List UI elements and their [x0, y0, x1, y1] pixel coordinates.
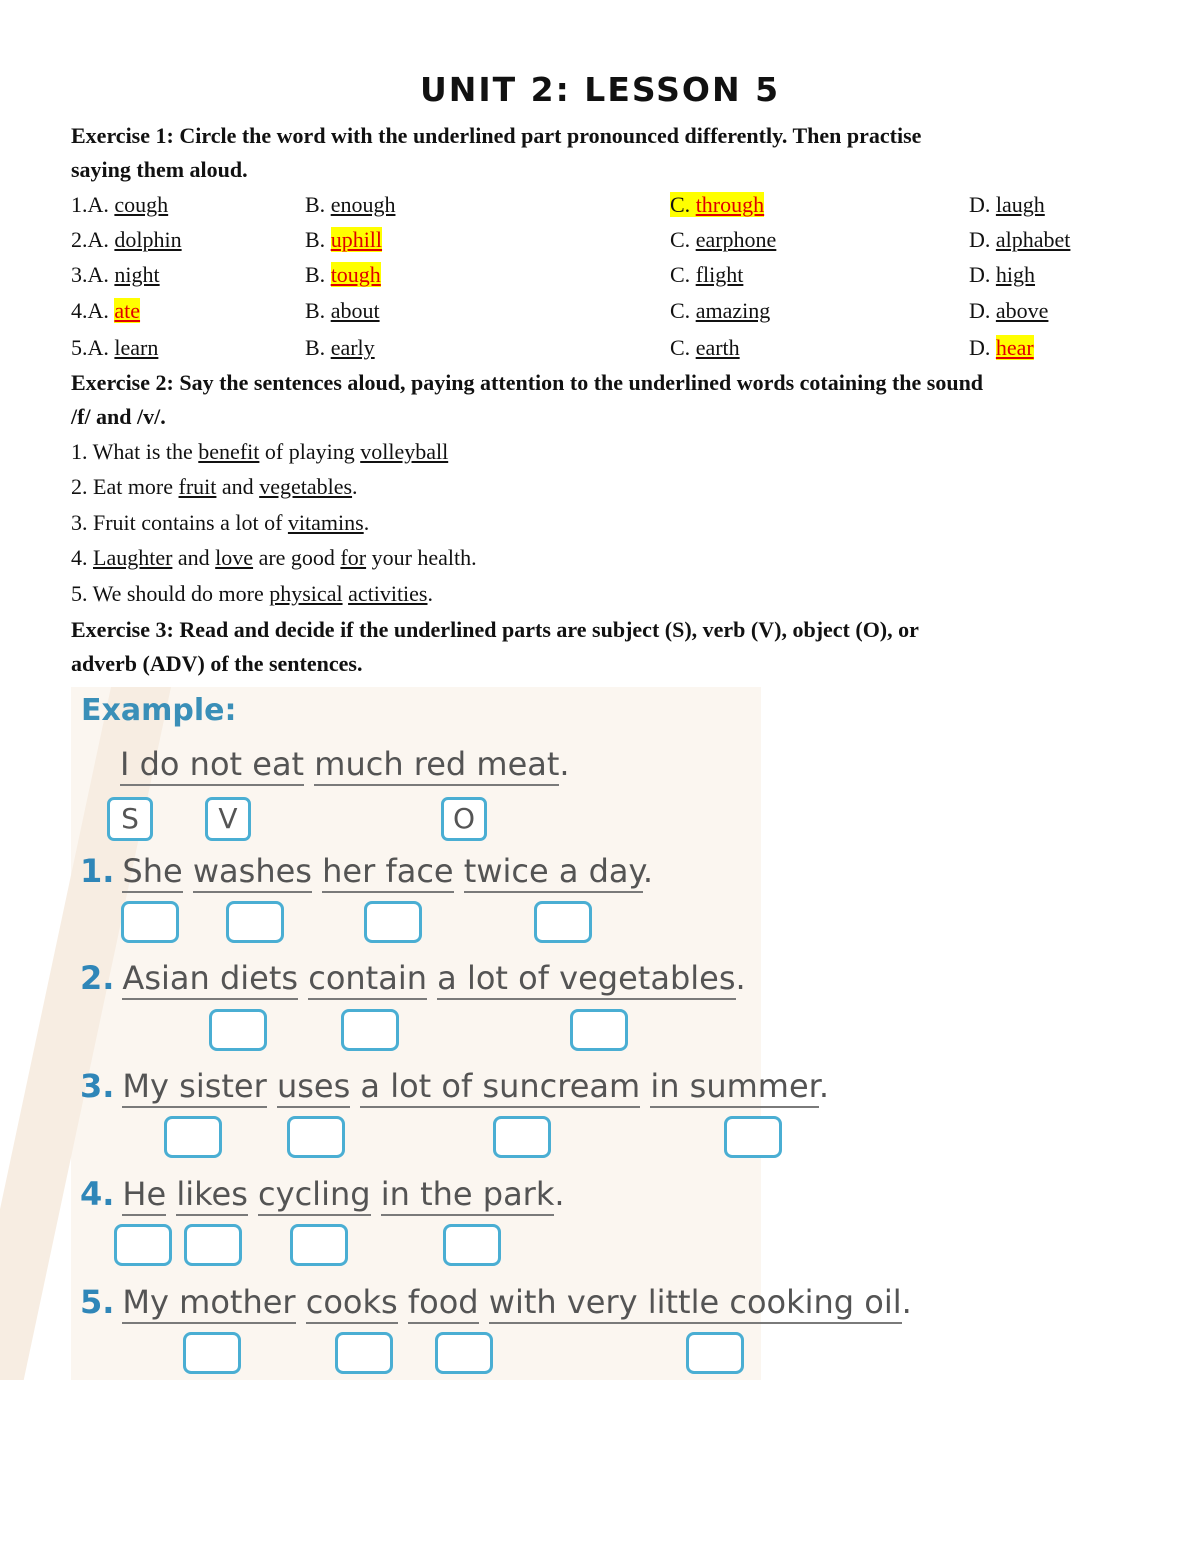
underlined-word: for	[340, 545, 367, 570]
answer-box[interactable]	[184, 1224, 242, 1266]
underlined-part: a lot of vegetables	[437, 959, 735, 1000]
answer-box[interactable]	[121, 901, 179, 943]
answer-box[interactable]	[534, 901, 592, 943]
answer-box[interactable]	[114, 1224, 172, 1266]
option-b[interactable]	[305, 331, 375, 365]
underlined-part: washes	[193, 852, 312, 893]
option-word: above	[995, 298, 1049, 323]
exercise2-heading	[71, 366, 1171, 434]
item-number: 5.	[80, 1283, 115, 1321]
sentence-text: your health.	[366, 545, 477, 570]
option-word: enough	[330, 192, 396, 217]
example-label: Example:	[81, 693, 237, 728]
sentence-text: .	[363, 510, 370, 535]
underlined-part: uses	[277, 1067, 350, 1108]
option-prefix: D.	[969, 192, 996, 217]
option-c[interactable]	[670, 294, 770, 328]
option-c[interactable]	[670, 258, 743, 292]
item-number: 1.	[80, 852, 115, 890]
sentence-text: are good	[253, 545, 341, 570]
option-c[interactable]	[670, 331, 740, 365]
answer-box[interactable]	[724, 1116, 782, 1158]
sentence-text: 4.	[71, 545, 93, 570]
option-word: high	[995, 262, 1036, 287]
option-word: early	[330, 335, 375, 360]
answer-box[interactable]	[287, 1116, 345, 1158]
option-word: learn	[114, 335, 159, 360]
answer-box[interactable]	[364, 901, 422, 943]
sentence-text: and	[172, 545, 216, 570]
sentence-text: .	[352, 474, 358, 499]
page-title: UNIT 2: LESSON 5	[419, 70, 781, 109]
option-prefix: C.	[670, 262, 696, 287]
option-word: hear	[995, 335, 1034, 360]
option-prefix: C.	[670, 192, 696, 217]
exercise1-heading	[71, 119, 1141, 187]
option-d[interactable]	[969, 294, 1048, 328]
option-word: dolphin	[114, 227, 182, 252]
exercise2-heading-line1: Exercise 2: Say the sentences aloud, paying attention to the underlined words cotaining the sound	[71, 370, 984, 395]
example-answer-box: S	[107, 797, 153, 841]
option-a[interactable]	[71, 188, 168, 222]
underlined-word: physical	[269, 581, 343, 606]
answer-box[interactable]	[341, 1009, 399, 1051]
item-number: 2.	[80, 959, 115, 997]
exercise3-heading-line2: adverb (ADV) of the sentences.	[71, 651, 363, 676]
item-number: 3.	[80, 1067, 115, 1105]
question-row	[0, 294, 1200, 328]
underlined-part: My sister	[122, 1067, 266, 1108]
option-prefix: 3.A.	[71, 262, 115, 287]
option-prefix: 2.A.	[71, 227, 115, 252]
answer-box[interactable]	[493, 1116, 551, 1158]
option-word: laugh	[995, 192, 1045, 217]
sentence-punctuation: .	[901, 1283, 912, 1321]
example-answer-box: V	[205, 797, 251, 841]
sentence-text: of playing	[259, 439, 361, 464]
sentence-text: and	[216, 474, 260, 499]
answer-box[interactable]	[183, 1332, 241, 1374]
option-prefix: C.	[670, 298, 696, 323]
underlined-part: likes	[176, 1175, 248, 1216]
underlined-part: food	[408, 1283, 479, 1324]
underlined-part: cycling	[258, 1175, 371, 1216]
exercise3-heading-line1: Exercise 3: Read and decide if the underlined parts are subject (S), verb (V), object (O), or	[71, 617, 919, 642]
option-prefix: B.	[305, 192, 331, 217]
question-row	[0, 258, 1200, 292]
sentence-punctuation: .	[735, 959, 746, 997]
underlined-word: volleyball	[360, 439, 449, 464]
sentence-punctuation: .	[554, 1175, 565, 1213]
underlined-word: Laughter	[93, 545, 173, 570]
underlined-part: twice a day	[464, 852, 643, 893]
sentence-punctuation: .	[642, 852, 654, 890]
underlined-word: vegetables	[259, 474, 353, 499]
option-word: night	[114, 262, 160, 287]
option-prefix: C.	[670, 227, 696, 252]
underlined-part: contain	[308, 959, 427, 1000]
question-row	[0, 188, 1200, 222]
option-word: earphone	[695, 227, 777, 252]
sentence-line	[71, 435, 448, 469]
exercise-sentence	[80, 1175, 565, 1213]
answer-box[interactable]	[686, 1332, 744, 1374]
option-word: alphabet	[995, 227, 1071, 252]
answer-box[interactable]	[164, 1116, 222, 1158]
sentence-punctuation: .	[559, 745, 570, 783]
exercise1-heading-line1: Exercise 1: Circle the word with the underlined part pronounced differently. Then practise	[71, 123, 922, 148]
underlined-word: activities	[348, 581, 428, 606]
option-word: amazing	[695, 298, 771, 323]
option-d[interactable]	[969, 331, 1034, 365]
option-d[interactable]	[969, 188, 1045, 222]
exercise3-heading	[71, 613, 1141, 681]
option-word: cough	[114, 192, 169, 217]
option-prefix: D.	[969, 262, 996, 287]
sentence-line	[71, 541, 477, 575]
sentence-text: .	[427, 581, 433, 606]
exercise1-heading-line2: saying them aloud.	[71, 157, 248, 182]
sentence-punctuation: .	[818, 1067, 830, 1105]
underlined-word: benefit	[198, 439, 260, 464]
sentence-line	[71, 470, 358, 504]
option-prefix: D.	[969, 227, 996, 252]
underlined-word: love	[215, 545, 254, 570]
option-prefix: 4.A.	[71, 298, 115, 323]
option-word: tough	[330, 262, 381, 287]
sentence-text: 1. What is the	[71, 439, 199, 464]
exercise-sentence	[80, 959, 746, 997]
answer-box[interactable]	[335, 1332, 393, 1374]
underlined-part: cooks	[306, 1283, 398, 1324]
sentence-line	[71, 506, 369, 540]
option-prefix: 5.A.	[71, 335, 115, 360]
underlined-part: Asian diets	[122, 959, 298, 1000]
answer-box[interactable]	[570, 1009, 628, 1051]
option-b[interactable]	[305, 258, 381, 292]
option-prefix: B.	[305, 227, 331, 252]
option-prefix: 1.A.	[71, 192, 115, 217]
option-word: flight	[695, 262, 744, 287]
underlined-part: He	[122, 1175, 166, 1216]
question-row	[0, 223, 1200, 257]
option-word: ate	[114, 298, 141, 323]
underlined-word: vitamins	[287, 510, 364, 535]
underlined-part: her face	[322, 852, 453, 893]
item-number: 4.	[80, 1175, 115, 1213]
underlined-word: fruit	[178, 474, 217, 499]
answer-box[interactable]	[443, 1224, 501, 1266]
option-prefix: C.	[670, 335, 696, 360]
underlined-part: a lot of suncream	[360, 1067, 640, 1108]
option-b[interactable]	[305, 223, 382, 257]
option-a[interactable]	[71, 294, 140, 328]
option-word: through	[695, 192, 765, 217]
sentence-text: 2. Eat more	[71, 474, 179, 499]
option-word: earth	[695, 335, 740, 360]
question-row	[0, 331, 1200, 365]
exercise-sentence	[80, 1283, 912, 1321]
option-prefix: B.	[305, 298, 331, 323]
underlined-part: much red meat	[314, 745, 559, 786]
option-prefix: B.	[305, 335, 331, 360]
underlined-part: She	[122, 852, 182, 893]
option-word: uphill	[330, 227, 383, 252]
sentence-text: 5. We should do more	[71, 581, 270, 606]
option-prefix: B.	[305, 262, 331, 287]
underlined-part: I do not eat	[120, 745, 304, 786]
answer-box[interactable]	[226, 901, 284, 943]
answer-box[interactable]	[290, 1224, 348, 1266]
option-a[interactable]	[71, 223, 182, 257]
answer-box[interactable]	[435, 1332, 493, 1374]
option-word: about	[330, 298, 380, 323]
exercise-sentence	[80, 852, 653, 890]
option-b[interactable]	[305, 294, 380, 328]
underlined-part: in summer	[650, 1067, 819, 1108]
option-d[interactable]	[969, 223, 1070, 257]
exercise2-heading-line2: /f/ and /v/.	[71, 404, 166, 429]
underlined-part: My mother	[122, 1283, 295, 1324]
underlined-part: in the park	[381, 1175, 555, 1216]
underlined-part: with very little cooking oil	[489, 1283, 902, 1324]
option-prefix: D.	[969, 298, 996, 323]
option-a[interactable]	[71, 331, 158, 365]
option-a[interactable]	[71, 258, 160, 292]
option-prefix: D.	[969, 335, 996, 360]
panel-decoration	[0, 687, 171, 1380]
sentence-line	[71, 577, 433, 611]
answer-box[interactable]	[209, 1009, 267, 1051]
option-b[interactable]	[305, 188, 395, 222]
option-d[interactable]	[969, 258, 1035, 292]
example-answer-box: O	[441, 797, 487, 841]
exercise-sentence	[120, 745, 570, 783]
option-c[interactable]	[670, 188, 764, 222]
exercise-sentence	[80, 1067, 829, 1105]
sentence-text: 3. Fruit contains a lot of	[71, 510, 288, 535]
option-c[interactable]	[670, 223, 776, 257]
exercise3-image-panel	[71, 687, 912, 1380]
